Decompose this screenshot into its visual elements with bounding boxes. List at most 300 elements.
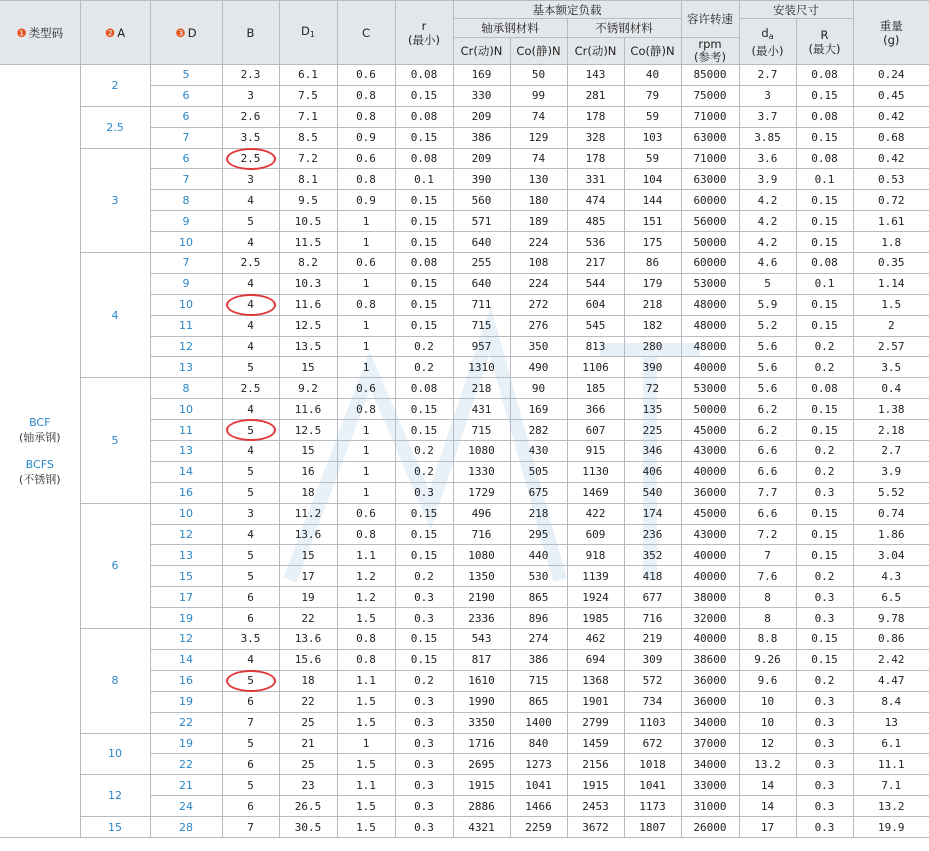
cell-D: 19 [150,691,222,712]
cell-co-stainless: 1103 [624,712,681,733]
cell-da: 7.2 [739,524,796,545]
cell-B: 6 [222,796,279,817]
col-co-bearing: Co(静)N [510,38,567,65]
table-row [0,378,929,399]
cell-cr-stainless: 328 [567,127,624,148]
cell-da: 8.8 [739,629,796,650]
cell-cr-bearing: 3350 [453,712,510,733]
cell-D: 9 [150,211,222,232]
cell-weight: 1.14 [853,273,929,294]
cell-speed: 32000 [681,608,739,629]
col-cr-bearing: Cr(动)N [453,38,510,65]
cell-B: 4 [222,649,279,670]
cell-speed: 34000 [681,754,739,775]
cell-r: 0.15 [395,85,453,106]
cell-C: 1 [337,232,395,253]
cell-B: 4 [222,190,279,211]
cell-da: 17 [739,817,796,838]
cell-co-bearing: 1273 [510,754,567,775]
cell-cr-stainless: 536 [567,232,624,253]
cell-weight: 3.9 [853,461,929,482]
cell-cr-bearing: 2886 [453,796,510,817]
cell-r: 0.2 [395,670,453,691]
cell-C: 1 [337,357,395,378]
cell-da: 12 [739,733,796,754]
cell-C: 1 [337,315,395,336]
cell-cr-stainless: 2453 [567,796,624,817]
cell-cr-bearing: 1915 [453,775,510,796]
cell-R: 0.08 [796,106,853,127]
cell-D1: 18 [279,670,337,691]
cell-co-stainless: 151 [624,211,681,232]
cell-r: 0.2 [395,461,453,482]
cell-B: 3 [222,85,279,106]
cell-D: 13 [150,357,222,378]
cell-da: 10 [739,712,796,733]
cell-r: 0.15 [395,524,453,545]
cell-co-stainless: 72 [624,378,681,399]
cell-co-bearing: 1041 [510,775,567,796]
cell-D1: 15 [279,545,337,566]
cell-weight: 4.3 [853,566,929,587]
cell-da: 14 [739,796,796,817]
cell-co-bearing: 169 [510,399,567,420]
cell-co-stainless: 677 [624,587,681,608]
cell-B: 6 [222,754,279,775]
cell-C: 0.8 [337,649,395,670]
cell-da: 4.2 [739,211,796,232]
col-install: 安装尺寸 [739,1,853,19]
cell-co-bearing: 490 [510,357,567,378]
cell-da: 5.6 [739,357,796,378]
cell-D: 15 [150,566,222,587]
col-A: ❷ A [80,1,150,65]
cell-D1: 8.1 [279,169,337,190]
cell-r: 0.15 [395,232,453,253]
cell-cr-bearing: 218 [453,378,510,399]
cell-cr-stainless: 2156 [567,754,624,775]
cell-R: 0.3 [796,733,853,754]
cell-D1: 13.5 [279,336,337,357]
cell-B: 7 [222,712,279,733]
cell-da: 7.7 [739,482,796,503]
cell-r: 0.3 [395,691,453,712]
cell-D1: 11.6 [279,294,337,315]
cell-A: 8 [80,629,150,733]
cell-C: 0.8 [337,294,395,315]
cell-speed: 36000 [681,670,739,691]
cell-weight: 4.47 [853,670,929,691]
cell-da: 8 [739,587,796,608]
cell-co-stainless: 103 [624,127,681,148]
cell-D1: 13.6 [279,629,337,650]
cell-C: 0.9 [337,190,395,211]
cell-weight: 0.86 [853,629,929,650]
cell-D1: 15.6 [279,649,337,670]
cell-r: 0.3 [395,775,453,796]
cell-R: 0.3 [796,754,853,775]
cell-co-stainless: 144 [624,190,681,211]
cell-R: 0.15 [796,420,853,441]
cell-co-stainless: 236 [624,524,681,545]
cell-D: 11 [150,315,222,336]
cell-weight: 0.72 [853,190,929,211]
cell-cr-stainless: 609 [567,524,624,545]
cell-R: 0.2 [796,670,853,691]
cell-D1: 13.6 [279,524,337,545]
cell-R: 0.3 [796,712,853,733]
cell-speed: 40000 [681,629,739,650]
cell-weight: 1.86 [853,524,929,545]
cell-cr-bearing: 1080 [453,545,510,566]
cell-cr-stainless: 1901 [567,691,624,712]
col-bearing-steel: 轴承钢材料 [453,19,567,38]
cell-cr-bearing: 571 [453,211,510,232]
cell-cr-bearing: 1080 [453,441,510,462]
speed-unit: rpm [698,37,722,51]
cell-R: 0.15 [796,524,853,545]
cell-co-stainless: 225 [624,420,681,441]
cell-weight: 1.5 [853,294,929,315]
cell-D1: 23 [279,775,337,796]
cell-co-stainless: 352 [624,545,681,566]
cell-D: 12 [150,629,222,650]
cell-A: 10 [80,733,150,775]
col-da: da (最小) [739,19,796,65]
cell-D: 21 [150,775,222,796]
cell-co-stainless: 418 [624,566,681,587]
cell-R: 0.15 [796,503,853,524]
cell-D1: 7.2 [279,148,337,169]
cell-cr-bearing: 817 [453,649,510,670]
cell-B: 5 [222,545,279,566]
cell-r: 0.15 [395,420,453,441]
cell-co-stainless: 219 [624,629,681,650]
cell-B: 6 [222,691,279,712]
cell-co-bearing: 50 [510,65,567,86]
cell-D1: 8.2 [279,253,337,274]
cell-co-bearing: 282 [510,420,567,441]
cell-da: 5.6 [739,336,796,357]
cell-r: 0.3 [395,608,453,629]
cell-r: 0.3 [395,796,453,817]
cell-C: 0.8 [337,524,395,545]
cell-D1: 19 [279,587,337,608]
cell-R: 0.2 [796,357,853,378]
cell-da: 3.6 [739,148,796,169]
cell-co-stainless: 716 [624,608,681,629]
cell-co-stainless: 390 [624,357,681,378]
cell-D: 19 [150,608,222,629]
cell-cr-stainless: 544 [567,273,624,294]
cell-da: 4.6 [739,253,796,274]
cell-A: 4 [80,253,150,378]
cell-R: 0.3 [796,587,853,608]
table-row [0,106,929,127]
cell-co-bearing: 530 [510,566,567,587]
table-row [0,148,929,169]
cell-da: 6.6 [739,441,796,462]
cell-D1: 30.5 [279,817,337,838]
cell-co-bearing: 430 [510,441,567,462]
cell-D1: 26.5 [279,796,337,817]
col-D: ❸ D [150,1,222,65]
cell-r: 0.3 [395,817,453,838]
cell-r: 0.3 [395,733,453,754]
col-D1: D1 [279,1,337,65]
cell-weight: 11.1 [853,754,929,775]
cell-C: 1.5 [337,796,395,817]
cell-R: 0.2 [796,461,853,482]
cell-co-stainless: 1018 [624,754,681,775]
cell-weight: 6.1 [853,733,929,754]
cell-weight: 0.68 [853,127,929,148]
cell-speed: 36000 [681,482,739,503]
cell-B: 4 [222,315,279,336]
cell-cr-bearing: 1310 [453,357,510,378]
cell-co-stainless: 59 [624,148,681,169]
cell-co-bearing: 675 [510,482,567,503]
cell-D: 14 [150,461,222,482]
cell-co-bearing: 218 [510,503,567,524]
cell-cr-stainless: 3672 [567,817,624,838]
cell-cr-bearing: 543 [453,629,510,650]
cell-r: 0.15 [395,190,453,211]
cell-D1: 12.5 [279,420,337,441]
cell-speed: 38600 [681,649,739,670]
table-body [0,65,929,838]
cell-da: 5 [739,273,796,294]
cell-D1: 9.5 [279,190,337,211]
cell-D1: 11.2 [279,503,337,524]
cell-speed: 40000 [681,566,739,587]
cell-weight: 5.52 [853,482,929,503]
cell-A: 3 [80,148,150,252]
col-weight: 重量 (g) [853,1,929,65]
cell-r: 0.15 [395,545,453,566]
cell-C: 0.6 [337,253,395,274]
cell-D: 17 [150,587,222,608]
cell-D1: 9.2 [279,378,337,399]
cell-co-bearing: 440 [510,545,567,566]
col-basic-load: 基本额定负载 [453,1,681,19]
speed-note: (参考) [694,50,726,64]
cell-B: 5 [222,357,279,378]
cell-r: 0.08 [395,148,453,169]
cell-B: 4 [222,294,279,315]
cell-speed: 40000 [681,545,739,566]
cell-D1: 18 [279,482,337,503]
cell-R: 0.2 [796,566,853,587]
cell-D: 22 [150,712,222,733]
cell-speed: 53000 [681,273,739,294]
cell-D: 6 [150,148,222,169]
cell-cr-stainless: 185 [567,378,624,399]
cell-cr-bearing: 640 [453,273,510,294]
cell-co-stainless: 218 [624,294,681,315]
cell-r: 0.15 [395,127,453,148]
table-row [0,817,929,838]
cell-B: 4 [222,524,279,545]
cell-cr-bearing: 255 [453,253,510,274]
cell-co-bearing: 74 [510,106,567,127]
cell-C: 0.8 [337,169,395,190]
cell-cr-bearing: 390 [453,169,510,190]
cell-cr-bearing: 209 [453,148,510,169]
cell-C: 0.8 [337,629,395,650]
cell-cr-bearing: 4321 [453,817,510,838]
cell-da: 6.2 [739,399,796,420]
cell-A: 5 [80,378,150,503]
cell-C: 1.1 [337,775,395,796]
cell-cr-stainless: 1469 [567,482,624,503]
cell-cr-bearing: 2336 [453,608,510,629]
cell-C: 1.5 [337,817,395,838]
cell-B: 2.5 [222,378,279,399]
cell-r: 0.2 [395,441,453,462]
cell-weight: 3.5 [853,357,929,378]
cell-B: 3 [222,169,279,190]
cell-C: 0.8 [337,85,395,106]
cell-B: 3 [222,503,279,524]
cell-speed: 45000 [681,503,739,524]
cell-co-bearing: 274 [510,629,567,650]
cell-R: 0.15 [796,190,853,211]
cell-B: 4 [222,399,279,420]
cell-da: 6.6 [739,461,796,482]
cell-speed: 45000 [681,420,739,441]
cell-r: 0.3 [395,712,453,733]
cell-D: 13 [150,545,222,566]
cell-cr-bearing: 496 [453,503,510,524]
cell-da: 4.2 [739,232,796,253]
cell-weight: 0.4 [853,378,929,399]
table-row [0,503,929,524]
cell-r: 0.08 [395,106,453,127]
cell-R: 0.3 [796,796,853,817]
cell-da: 3.9 [739,169,796,190]
cell-C: 0.6 [337,503,395,524]
cell-D: 12 [150,524,222,545]
cell-cr-bearing: 957 [453,336,510,357]
cell-cr-bearing: 1610 [453,670,510,691]
cell-co-stainless: 59 [624,106,681,127]
cell-cr-stainless: 281 [567,85,624,106]
cell-cr-bearing: 169 [453,65,510,86]
cell-C: 0.8 [337,106,395,127]
cell-da: 6.6 [739,503,796,524]
cell-A: 15 [80,817,150,838]
cell-speed: 63000 [681,127,739,148]
type-bcfs: BCFS [25,457,54,471]
cell-cr-stainless: 366 [567,399,624,420]
cell-C: 1.5 [337,691,395,712]
cell-speed: 60000 [681,253,739,274]
cell-R: 0.1 [796,273,853,294]
cell-speed: 48000 [681,336,739,357]
cell-C: 0.9 [337,127,395,148]
cell-weight: 0.42 [853,148,929,169]
cell-B: 5 [222,211,279,232]
cell-speed: 43000 [681,524,739,545]
cell-cr-bearing: 1716 [453,733,510,754]
cell-cr-bearing: 431 [453,399,510,420]
cell-cr-stainless: 813 [567,336,624,357]
cell-speed: 26000 [681,817,739,838]
cell-cr-stainless: 607 [567,420,624,441]
cell-B: 5 [222,420,279,441]
table-row [0,733,929,754]
cell-r: 0.15 [395,315,453,336]
cell-D: 22 [150,754,222,775]
cell-co-bearing: 1400 [510,712,567,733]
cell-D: 6 [150,85,222,106]
cell-D: 8 [150,378,222,399]
cell-cr-stainless: 1459 [567,733,624,754]
cell-cr-stainless: 474 [567,190,624,211]
cell-co-bearing: 74 [510,148,567,169]
gap [0,445,80,457]
cell-C: 0.6 [337,148,395,169]
cell-r: 0.15 [395,211,453,232]
col-r: r (最小) [395,1,453,65]
cell-C: 1.1 [337,545,395,566]
cell-r: 0.08 [395,378,453,399]
cell-cr-stainless: 178 [567,148,624,169]
cell-R: 0.15 [796,127,853,148]
cell-da: 14 [739,775,796,796]
cell-r: 0.3 [395,482,453,503]
col-stainless-steel: 不锈钢材料 [567,19,681,38]
cell-D1: 25 [279,754,337,775]
cell-r: 0.15 [395,294,453,315]
cell-weight: 0.45 [853,85,929,106]
cell-co-bearing: 865 [510,691,567,712]
cell-B: 5 [222,670,279,691]
cell-R: 0.15 [796,232,853,253]
cell-r: 0.1 [395,169,453,190]
cell-co-stainless: 79 [624,85,681,106]
cell-co-bearing: 129 [510,127,567,148]
cell-weight: 19.9 [853,817,929,838]
cell-speed: 71000 [681,106,739,127]
cell-co-stainless: 1041 [624,775,681,796]
cell-co-bearing: 99 [510,85,567,106]
cell-co-stainless: 104 [624,169,681,190]
cell-speed: 38000 [681,587,739,608]
cell-r: 0.3 [395,754,453,775]
cell-r: 0.08 [395,253,453,274]
cell-co-bearing: 2259 [510,817,567,838]
cell-C: 1.5 [337,712,395,733]
col-B: B [222,1,279,65]
cell-cr-stainless: 1985 [567,608,624,629]
col-cr-stainless: Cr(动)N [567,38,624,65]
cell-co-stainless: 346 [624,441,681,462]
cell-A: 12 [80,775,150,817]
cell-R: 0.08 [796,253,853,274]
cell-C: 1 [337,482,395,503]
cell-co-stainless: 672 [624,733,681,754]
highlight-circle [226,670,276,692]
cell-A: 6 [80,503,150,628]
cell-cr-stainless: 485 [567,211,624,232]
cell-weight: 8.4 [853,691,929,712]
cell-da: 5.2 [739,315,796,336]
cell-C: 1.5 [337,754,395,775]
cell-da: 6.2 [739,420,796,441]
cell-speed: 37000 [681,733,739,754]
